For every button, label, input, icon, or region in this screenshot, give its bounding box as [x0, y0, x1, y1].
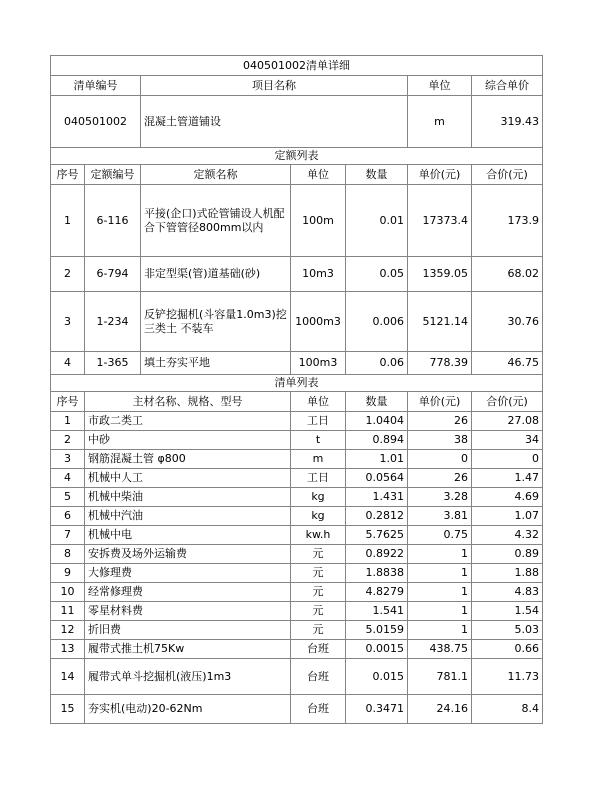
materials-section [51, 375, 543, 412]
materials-header-total: 合价(元) [472, 392, 543, 412]
material-row-cell: 11.73 [472, 659, 543, 695]
quota-row-cell: 100m3 [291, 352, 346, 375]
material-row-cell: 4.69 [472, 488, 543, 507]
quota-row-cell: 1 [51, 185, 85, 257]
quota-row-cell: 0.006 [346, 292, 408, 352]
quota-row-cell: 2 [51, 257, 85, 292]
material-row-cell: 1.47 [472, 469, 543, 488]
quota-row-cell: 100m [291, 185, 346, 257]
material-row [51, 545, 543, 564]
material-row-cell: 0.66 [472, 640, 543, 659]
material-row-cell: 履带式单斗挖掘机(液压)1m3 [85, 659, 291, 695]
material-row-cell: 26 [408, 469, 472, 488]
material-row-cell: 机械中柴油 [85, 488, 291, 507]
material-row-cell: 1 [408, 564, 472, 583]
material-row-cell: 钢筋混凝土管 φ800 [85, 450, 291, 469]
summary-header-row [51, 76, 543, 96]
material-row [51, 583, 543, 602]
summary-section [51, 56, 543, 185]
materials-rows [51, 412, 543, 724]
quota-section-title: 定额列表 [51, 148, 543, 165]
material-row-cell: 26 [408, 412, 472, 431]
material-row-cell: 零星材料费 [85, 602, 291, 621]
material-row-cell: 1 [408, 545, 472, 564]
quota-rows [51, 185, 543, 375]
quota-row-cell: 反铲挖掘机(斗容量1.0m3)挖三类土 不装车 [141, 292, 291, 352]
material-row-cell: 0.2812 [346, 507, 408, 526]
material-row-cell: 1 [408, 602, 472, 621]
summary-unit-cell: m [408, 96, 472, 148]
quota-header-unitprice: 单价(元) [408, 165, 472, 185]
material-row-cell: 机械中汽油 [85, 507, 291, 526]
quota-row-cell: 0.05 [346, 257, 408, 292]
quota-row [51, 185, 543, 257]
detail-table [50, 55, 543, 724]
material-row [51, 564, 543, 583]
material-row-cell: 0 [472, 450, 543, 469]
material-row-cell: 机械中人工 [85, 469, 291, 488]
summary-name-cell: 混凝土管道铺设 [141, 96, 408, 148]
material-row-cell: 1.88 [472, 564, 543, 583]
material-row-cell: 5.7625 [346, 526, 408, 545]
material-row-cell: 1 [51, 412, 85, 431]
material-row [51, 640, 543, 659]
material-row-cell: 台班 [291, 659, 346, 695]
quota-row-cell: 1-365 [85, 352, 141, 375]
material-row [51, 488, 543, 507]
quota-header-name: 定额名称 [141, 165, 291, 185]
materials-section-row [51, 375, 543, 392]
quota-row-cell: 778.39 [408, 352, 472, 375]
material-row-cell: 元 [291, 621, 346, 640]
material-row-cell: 0.894 [346, 431, 408, 450]
material-row-cell: 1 [408, 621, 472, 640]
material-row-cell: 5.0159 [346, 621, 408, 640]
quota-header-row [51, 165, 543, 185]
material-row [51, 659, 543, 695]
material-row-cell: 4.8279 [346, 583, 408, 602]
material-row-cell: kw.h [291, 526, 346, 545]
quota-row [51, 257, 543, 292]
quota-row-cell: 46.75 [472, 352, 543, 375]
quota-header-qty: 数量 [346, 165, 408, 185]
material-row-cell: kg [291, 507, 346, 526]
material-row-cell: 8.4 [472, 695, 543, 724]
page-title: 040501002清单详细 [51, 56, 543, 76]
material-row-cell: 0.3471 [346, 695, 408, 724]
material-row-cell: 台班 [291, 695, 346, 724]
material-row-cell: 14 [51, 659, 85, 695]
material-row-cell: 4.32 [472, 526, 543, 545]
material-row-cell: 12 [51, 621, 85, 640]
material-row-cell: 元 [291, 602, 346, 621]
material-row [51, 507, 543, 526]
material-row-cell: 15 [51, 695, 85, 724]
material-row-cell: 元 [291, 564, 346, 583]
quota-row-cell: 6-794 [85, 257, 141, 292]
quota-row-cell: 30.76 [472, 292, 543, 352]
quota-row-cell: 173.9 [472, 185, 543, 257]
material-row-cell: 0.0015 [346, 640, 408, 659]
material-row-cell: 5 [51, 488, 85, 507]
quota-row-cell: 非定型渠(管)道基础(砂) [141, 257, 291, 292]
material-row [51, 469, 543, 488]
material-row-cell: 438.75 [408, 640, 472, 659]
material-row-cell: 1.0404 [346, 412, 408, 431]
material-row [51, 695, 543, 724]
material-row-cell: 机械中电 [85, 526, 291, 545]
materials-header-index: 序号 [51, 392, 85, 412]
material-row-cell: 13 [51, 640, 85, 659]
quota-row-cell: 10m3 [291, 257, 346, 292]
title-row [51, 56, 543, 76]
material-row-cell: 0.89 [472, 545, 543, 564]
material-row [51, 412, 543, 431]
material-row-cell: 1 [408, 583, 472, 602]
material-row-cell: t [291, 431, 346, 450]
material-row-cell: 38 [408, 431, 472, 450]
material-row-cell: 1.01 [346, 450, 408, 469]
material-row-cell: 0.015 [346, 659, 408, 695]
quota-row-cell: 6-116 [85, 185, 141, 257]
material-row-cell: 8 [51, 545, 85, 564]
material-row-cell: 元 [291, 583, 346, 602]
summary-data-row [51, 96, 543, 148]
material-row-cell: 0.0564 [346, 469, 408, 488]
material-row-cell: 34 [472, 431, 543, 450]
summary-header-code: 清单编号 [51, 76, 141, 96]
materials-section-title: 清单列表 [51, 375, 543, 392]
quota-row-cell: 填土夯实平地 [141, 352, 291, 375]
materials-header-unit: 单位 [291, 392, 346, 412]
material-row-cell: 9 [51, 564, 85, 583]
material-row-cell: 履带式推土机75Kw [85, 640, 291, 659]
material-row-cell: 4 [51, 469, 85, 488]
material-row-cell: 市政二类工 [85, 412, 291, 431]
quota-header-index: 序号 [51, 165, 85, 185]
material-row-cell: 工日 [291, 469, 346, 488]
material-row-cell: 1.54 [472, 602, 543, 621]
materials-header-name: 主材名称、规格、型号 [85, 392, 291, 412]
quota-row-cell: 平接(企口)式砼管铺设人机配合下管管径800mm以内 [141, 185, 291, 257]
summary-header-unit: 单位 [408, 76, 472, 96]
material-row-cell: m [291, 450, 346, 469]
material-row-cell: 3.81 [408, 507, 472, 526]
material-row-cell: kg [291, 488, 346, 507]
material-row-cell: 台班 [291, 640, 346, 659]
materials-header-row [51, 392, 543, 412]
quota-row-cell: 1359.05 [408, 257, 472, 292]
material-row-cell: 1.431 [346, 488, 408, 507]
material-row-cell: 3 [51, 450, 85, 469]
quota-row [51, 292, 543, 352]
quota-row-cell: 68.02 [472, 257, 543, 292]
material-row-cell: 中砂 [85, 431, 291, 450]
material-row-cell: 27.08 [472, 412, 543, 431]
material-row-cell: 10 [51, 583, 85, 602]
material-row-cell: 3.28 [408, 488, 472, 507]
quota-row-cell: 4 [51, 352, 85, 375]
quota-header-code: 定额编号 [85, 165, 141, 185]
material-row [51, 621, 543, 640]
quota-row-cell: 0.01 [346, 185, 408, 257]
materials-header-qty: 数量 [346, 392, 408, 412]
quota-section-row [51, 148, 543, 165]
material-row-cell: 1.07 [472, 507, 543, 526]
quota-row-cell: 0.06 [346, 352, 408, 375]
quota-row-cell: 3 [51, 292, 85, 352]
material-row-cell: 1.8838 [346, 564, 408, 583]
material-row-cell: 24.16 [408, 695, 472, 724]
material-row-cell: 经常修理费 [85, 583, 291, 602]
material-row-cell: 0 [408, 450, 472, 469]
quota-header-unit: 单位 [291, 165, 346, 185]
material-row [51, 526, 543, 545]
quota-row [51, 352, 543, 375]
summary-price-cell: 319.43 [472, 96, 543, 148]
quota-row-cell: 5121.14 [408, 292, 472, 352]
material-row [51, 602, 543, 621]
quota-row-cell: 1000m3 [291, 292, 346, 352]
material-row-cell: 安拆费及场外运输费 [85, 545, 291, 564]
summary-code-cell: 040501002 [51, 96, 141, 148]
material-row-cell: 1.541 [346, 602, 408, 621]
material-row-cell: 4.83 [472, 583, 543, 602]
summary-header-price: 综合单价 [472, 76, 543, 96]
material-row-cell: 大修理费 [85, 564, 291, 583]
material-row-cell: 夯实机(电动)20-62Nm [85, 695, 291, 724]
material-row-cell: 7 [51, 526, 85, 545]
material-row-cell: 0.75 [408, 526, 472, 545]
quota-row-cell: 1-234 [85, 292, 141, 352]
summary-header-name: 项目名称 [141, 76, 408, 96]
material-row-cell: 6 [51, 507, 85, 526]
material-row-cell: 工日 [291, 412, 346, 431]
material-row-cell: 0.8922 [346, 545, 408, 564]
material-row-cell: 折旧费 [85, 621, 291, 640]
material-row-cell: 11 [51, 602, 85, 621]
materials-header-unitprice: 单价(元) [408, 392, 472, 412]
material-row [51, 431, 543, 450]
material-row-cell: 元 [291, 545, 346, 564]
material-row-cell: 781.1 [408, 659, 472, 695]
material-row-cell: 2 [51, 431, 85, 450]
quota-row-cell: 17373.4 [408, 185, 472, 257]
material-row-cell: 5.03 [472, 621, 543, 640]
material-row [51, 450, 543, 469]
quota-header-total: 合价(元) [472, 165, 543, 185]
